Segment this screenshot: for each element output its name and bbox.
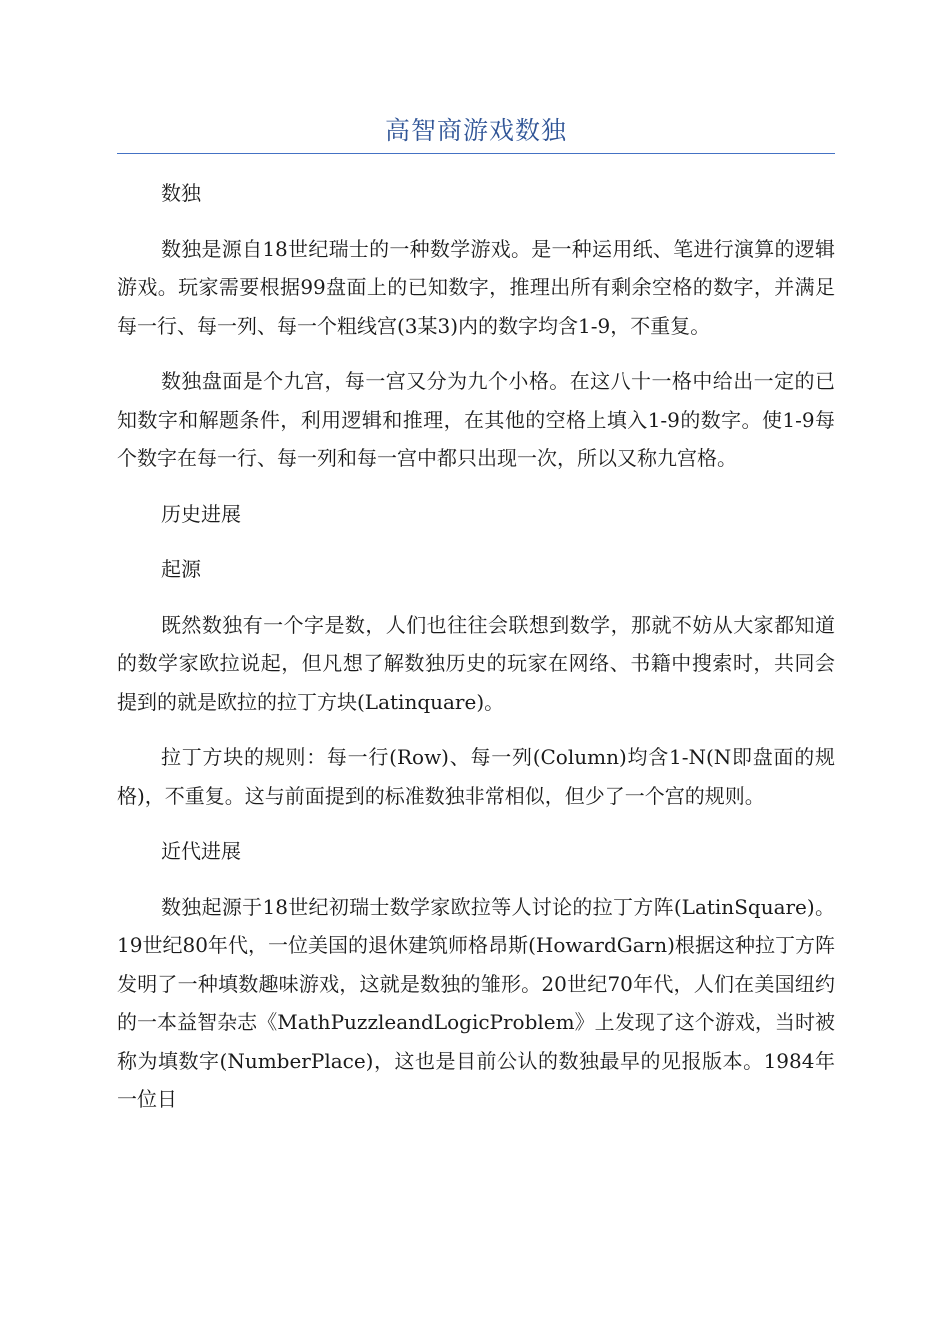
paragraph-euler: 既然数独有一个字是数，人们也往往会联想到数学，那就不妨从大家都知道的数学家欧拉说起，但凡想了解数独历史的玩家在网络、书籍中搜索时，共同会提到的就是欧拉的拉丁方块(Latinquare)。 [117, 612, 835, 714]
document-title: 高智商游戏数独 [384, 116, 567, 145]
paragraph-latin-square-rules: 拉丁方块的规则：每一行(Row)、每一列(Column)均含1-N(N即盘面的规格)，不重复。这与前面提到的标准数独非常相似，但少了一个宫的规则。 [117, 745, 835, 808]
paragraph-intro: 数独是源自18世纪瑞士的一种数学游戏。是一种运用纸、笔进行演算的逻辑游戏。玩家需要根据99盘面上的已知数字，推理出所有剩余空格的数字，并满足每一行、每一列、每一个粗线宫(3某3)内的数字均含1-9，不重复。 [117, 236, 835, 338]
title-underline [117, 153, 835, 154]
paragraph-board: 数独盘面是个九宫，每一宫又分为九个小格。在这八十一格中给出一定的已知数字和解题条件，利用逻辑和推理，在其他的空格上填入1-9的数字。使1-9每个数字在每一行、每一列和每一宫中都只出现一次，所以又称九宫格。 [117, 369, 835, 470]
section-heading-origin: 起源 [161, 557, 201, 581]
paragraph-modern-history: 数独起源于18世纪初瑞士数学家欧拉等人讨论的拉丁方阵(LatinSquare)。19世纪80年代，一位美国的退休建筑师格昂斯(HowardGarn)根据这种拉丁方阵发明了一种填数趣味游戏，这就是数独的雏形。20世纪70年代，人们在美国纽约的一本益智杂志《MathPuzzleandLogicProblem》上发现了这个游戏，当时被称为填数字(NumberPlace)，这也是目前公认的数独最早的见报版本。1984年一位日 [117, 894, 835, 1111]
document-body [117, 174, 835, 1119]
section-heading-modern: 近代进展 [161, 839, 241, 863]
section-heading-sudoku: 数独 [161, 181, 201, 205]
section-heading-history: 历史进展 [161, 501, 241, 526]
document-page [117, 0, 835, 1136]
